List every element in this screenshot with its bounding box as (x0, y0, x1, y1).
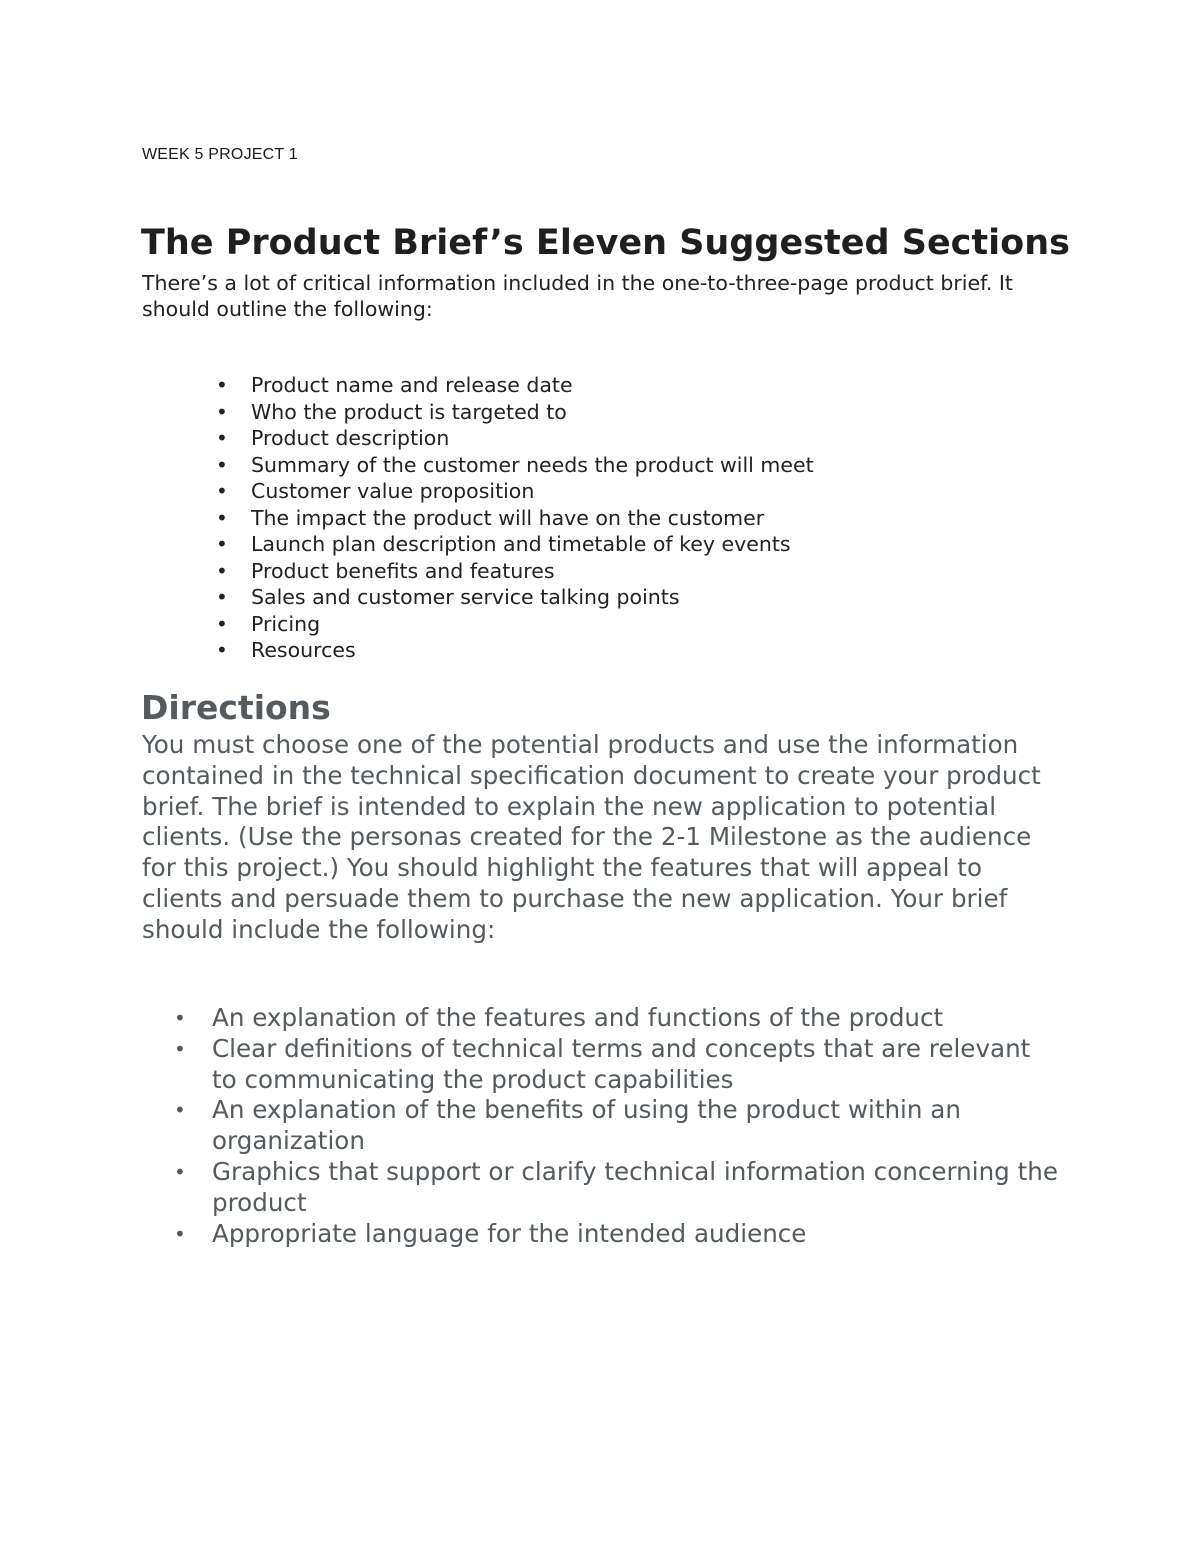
bullet-icon: • (216, 558, 228, 583)
intro-paragraph: There’s a lot of critical information included in the one-to-three-page product brief. It should outline the following: (142, 271, 1013, 321)
bullet-icon: • (174, 1006, 186, 1030)
bullet-icon: • (216, 505, 228, 530)
list-item-text: Clear definitions of technical terms and concepts that are relevant to communicating the product capabilities (212, 1033, 1031, 1094)
list-item-text: Launch plan description and timetable of key events (251, 532, 791, 556)
list-item (142, 611, 814, 638)
brief-requirements-list (142, 1003, 1062, 1249)
bullet-icon: • (216, 532, 228, 556)
list-item (142, 399, 814, 426)
bullet-icon: • (216, 611, 228, 636)
suggested-sections-list (142, 372, 814, 664)
directions-heading: Directions (141, 688, 331, 727)
bullet-icon: • (216, 373, 228, 397)
list-item-text: An explanation of the benefits of using the product within an organization (212, 1095, 961, 1156)
list-item (142, 1003, 1062, 1034)
directions-paragraph: You must choose one of the potential products and use the information contained in the technical specification document to create your product brief. The brief is intended to explain the new application to potential clients. (Use the personas created for the 2-1 Milestone as the audience for this project.) You should highlight the features that will appeal to clients and persuade them to purchase the new application. Your brief should include the following: (142, 730, 1041, 944)
list-item-text: Summary of the customer needs the product will meet (251, 452, 814, 477)
bullet-icon: • (216, 399, 228, 424)
bullet-icon: • (174, 1036, 186, 1061)
bullet-icon: • (174, 1221, 186, 1246)
list-item (142, 531, 814, 558)
list-item (142, 1157, 1062, 1219)
list-item (142, 478, 814, 505)
list-item (142, 558, 814, 585)
bullet-icon: • (216, 479, 228, 503)
list-item-text: An explanation of the features and functions of the product (212, 1003, 944, 1032)
list-item (142, 372, 814, 399)
bullet-icon: • (174, 1098, 186, 1123)
list-item-text: Product benefits and features (251, 558, 555, 583)
page-header: WEEK 5 PROJECT 1 (142, 146, 298, 163)
bullet-icon: • (216, 426, 228, 450)
list-item-text: Customer value proposition (251, 479, 535, 503)
bullet-icon: • (216, 638, 228, 662)
list-item (142, 1095, 1062, 1157)
list-item-text: Product name and release date (251, 373, 573, 397)
list-item (142, 505, 814, 532)
list-item-text: Pricing (251, 611, 321, 636)
list-item-text: The impact the product will have on the customer (251, 505, 765, 530)
list-item (142, 452, 814, 479)
list-item-text: Product description (251, 426, 450, 450)
section-title: The Product Brief’s Eleven Suggested Sections (141, 223, 1070, 263)
list-item-text: Appropriate language for the intended audience (212, 1218, 807, 1248)
bullet-icon: • (216, 585, 228, 609)
list-item (142, 637, 814, 664)
list-item (142, 1034, 1062, 1096)
list-item-text: Sales and customer service talking points (251, 585, 680, 609)
list-item-text: Resources (251, 638, 356, 662)
bullet-icon: • (216, 452, 228, 477)
list-item (142, 584, 814, 611)
list-item-text: Graphics that support or clarify technical information concerning the product (212, 1156, 1058, 1217)
list-item-text: Who the product is targeted to (251, 399, 567, 424)
bullet-icon: • (174, 1159, 186, 1184)
list-item (142, 1219, 1062, 1250)
list-item (142, 425, 814, 452)
